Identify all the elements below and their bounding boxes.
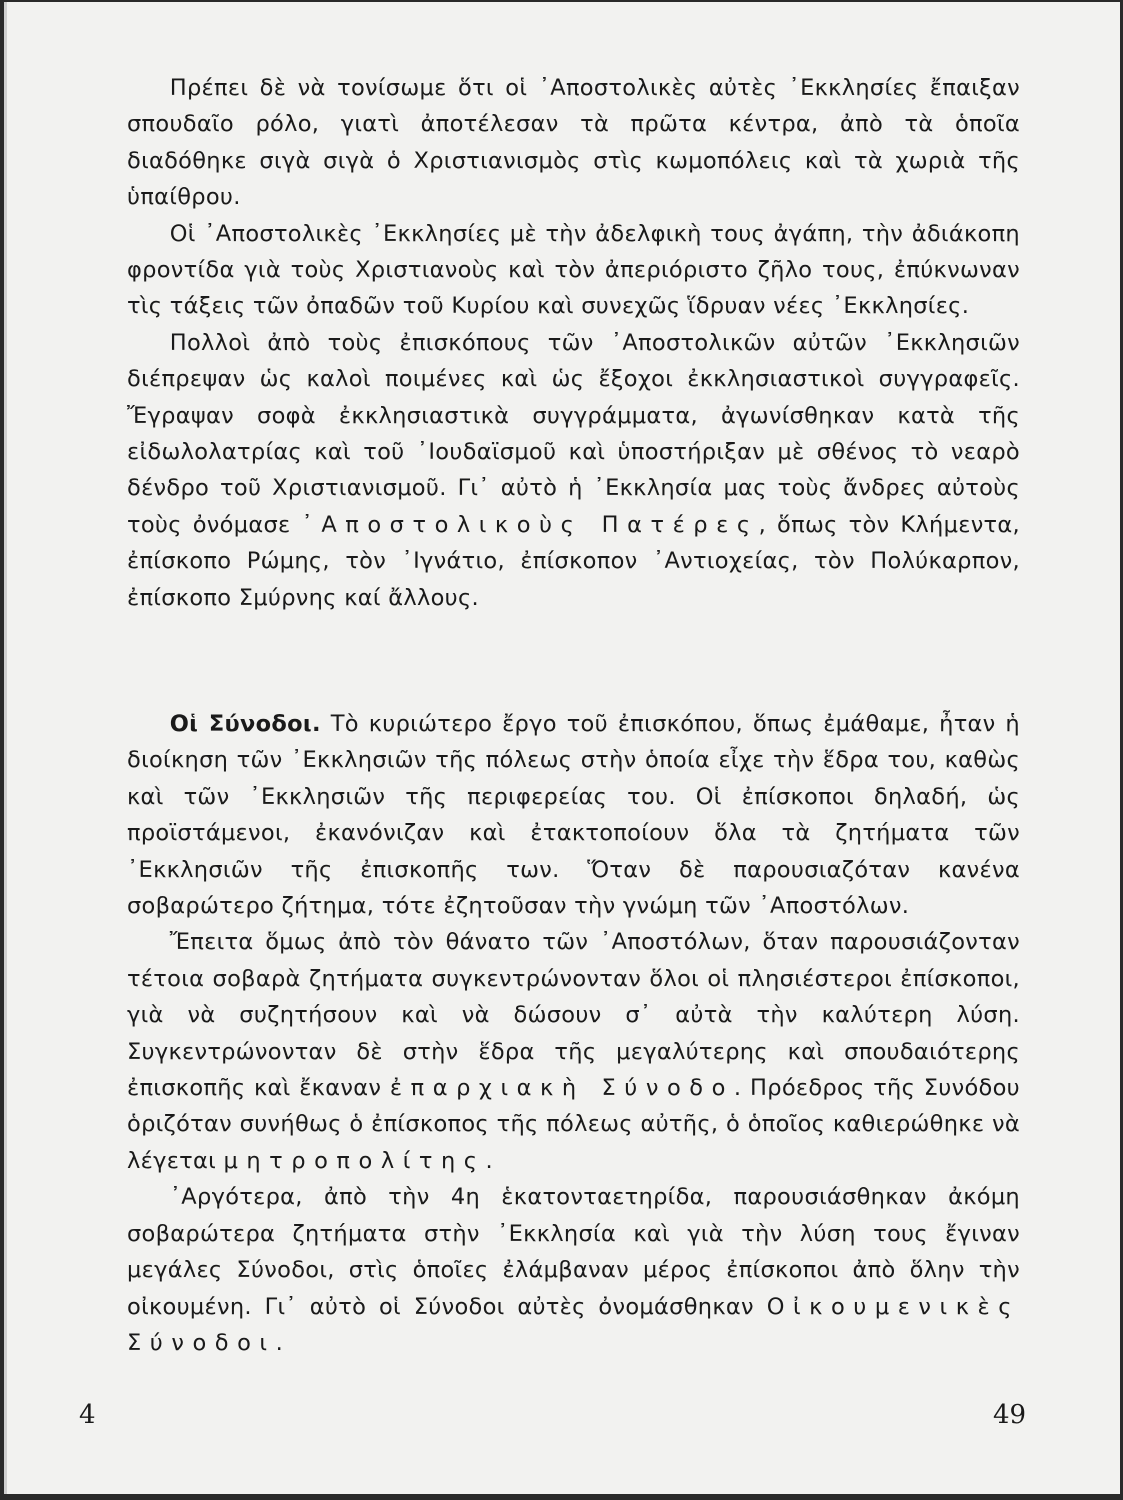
paragraph-text: Οἱ ᾿Αποστολικὲς ᾿Εκκλησίες μὲ τὴν ἀδελφικὴ τους ἀγάπη, τὴν ἀδιάκοπη φροντίδα γιὰ τοὺς Χριστιανοὺς καὶ τὸν ἀπεριόριστο ζῆλο τους, ἐπύκνωναν τὶς τάξεις τῶν ὀπαδῶν τοῦ Κυρίου καὶ συνεχῶς ἵδρυαν νέες ᾿Εκκλησίες. <box>127 220 1020 320</box>
paragraph <box>127 70 1020 216</box>
paragraph-text: , ὅπως τὸν Κλήμεντα, ἐπίσκοπο Ρώμης, τὸν ᾿Ιγνάτιο, ἐπίσκοπον ᾿Αντιοχείας, τὸν Πολύκαρπον, ἐπίσκοπο Σμύρνης καί ἄλλους. <box>127 511 1020 611</box>
spaced-emphasis-text: ἐπαρχιακὴ Σύνοδο <box>389 1075 734 1102</box>
section-heading: Οἱ Σύνοδοι. <box>169 711 321 737</box>
paragraph <box>127 1179 1020 1361</box>
text-block-apostolic-churches <box>127 70 1020 616</box>
paragraph-text: Τὸ κυριώτερο ἔργο τοῦ ἐπισκόπου, ὅπως ἐμάθαμε, ἦταν ἡ διοίκηση τῶν ᾿Εκκλησιῶν τῆς πόλεως στὴν ὁποία εἶχε τὴν ἕδρα του, καθὼς καὶ τῶν ᾿Εκκλησιῶν τῆς περιφερείας του. Οἱ ἐπίσκοποι δηλαδή, ὡς προϊστάμενοι, ἐκανόνιζαν καὶ ἐτακτοποίουν ὅλα τὰ ζητήματα τῶν ᾿Εκκλησιῶν τῆς ἐπισκοπῆς των. Ὅταν δὲ παρουσιαζόταν κανένα σοβαρώτερο ζήτημα, τότε ἐζητοῦσαν τὴν γνώμη τῶν ᾿Αποστόλων. <box>127 711 1020 920</box>
paragraph <box>127 706 1020 924</box>
paragraph <box>127 924 1020 1179</box>
spaced-emphasis-text: μητροπολίτης <box>223 1147 486 1174</box>
signature-mark: 4 <box>79 1400 96 1430</box>
paragraph-text: Πολλοὶ ἀπὸ τοὺς ἐπισκόπους τῶν ᾿Αποστολικῶν αὐτῶν ᾿Εκκλησιῶν διέπρεψαν ὡς καλοὶ ποιμένες καὶ ὡς ἔξοχοι ἐκκλησιαστικοὶ συγγραφεῖς. Ἔγραψαν σοφὰ ἐκκλησιαστικὰ συγγράμματα, ἀγωνίσθηκαν κατὰ τῆς εἰδωλολατρίας καὶ τοῦ ᾿Ιουδαϊσμοῦ καὶ ὑποστήριξαν μὲ σθένος τὸ νεαρὸ δένδρο τοῦ Χριστιανισμοῦ. Γι᾿ αὐτὸ ἡ ᾿Εκκλησία μας τοὺς ἄνδρες αὐτοὺς τοὺς ὀνόμασε <box>127 329 1020 538</box>
page-number: 49 <box>993 1400 1027 1430</box>
text-block-synods <box>127 706 1020 1361</box>
paragraph-text: Ἔπειτα ὅμως ἀπὸ τὸν θάνατο τῶν ᾿Αποστόλων, ὅταν παρουσιάζονταν τέτοια σοβαρὰ ζητήματα συγκεντρώνονταν ὅλοι οἱ πλησιέστεροι ἐπίσκοποι, γιὰ νὰ συζητήσουν καὶ νὰ δώσουν σ᾿ αὐτὰ τὴν καλύτερη λύση. Συγκεντρώνονταν δὲ στὴν ἕδρα τῆς μεγαλύτερης καὶ σπουδαιότερης ἐπισκοπῆς καὶ ἔκαναν <box>127 929 1020 1102</box>
paragraph <box>127 325 1020 616</box>
paragraph-text: . <box>275 1329 284 1356</box>
spaced-emphasis-text: Οἰκουμενικὲς Σύνοδοι <box>127 1293 1020 1356</box>
paragraph <box>127 216 1020 325</box>
paragraph-text: ᾿Αργότερα, ἀπὸ τὴν 4η ἑκατονταετηρίδα, παρουσιάσθηκαν ἀκόμη σοβαρώτερα ζητήματα στὴν ᾿Εκκλησία καὶ γιὰ τὴν λύση τους ἔγιναν μεγάλες Σύνοδοι, στὶς ὁποῖες ἐλάμβαναν μέρος ἐπίσκοποι ἀπὸ ὅλην τὴν οἰκουμένη. Γι᾿ αὐτὸ οἱ Σύνοδοι αὐτὲς ὀνομάσθηκαν <box>127 1184 1020 1320</box>
paragraph-text: . Πρόεδρος τῆς Συνόδου ὁριζόταν συνήθως ὁ ἐπίσκοπος τῆς πόλεως αὐτῆς, ὁ ὁποῖος καθιερώθηκε νὰ λέγεται <box>127 1075 1020 1174</box>
paragraph-text: . <box>485 1147 493 1174</box>
spaced-emphasis-text: ᾿Αποστολικοὺς Πατέρες <box>301 511 759 538</box>
paragraph-text: Πρέπει δὲ νὰ τονίσωμε ὅτι οἱ ᾿Αποστολικὲς αὐτὲς ᾿Εκκλησίες ἔπαιξαν σπουδαῖο ρόλο, γιατὶ ἀποτέλεσαν τὰ πρῶτα κέντρα, ἀπὸ τὰ ὁποῖα διαδόθηκε σιγὰ σιγὰ ὁ Χριστιανισμὸς στὶς κωμοπόλεις καὶ τὰ χωριὰ τῆς ὑπαίθρου. <box>127 75 1020 211</box>
book-page <box>4 2 1120 1494</box>
